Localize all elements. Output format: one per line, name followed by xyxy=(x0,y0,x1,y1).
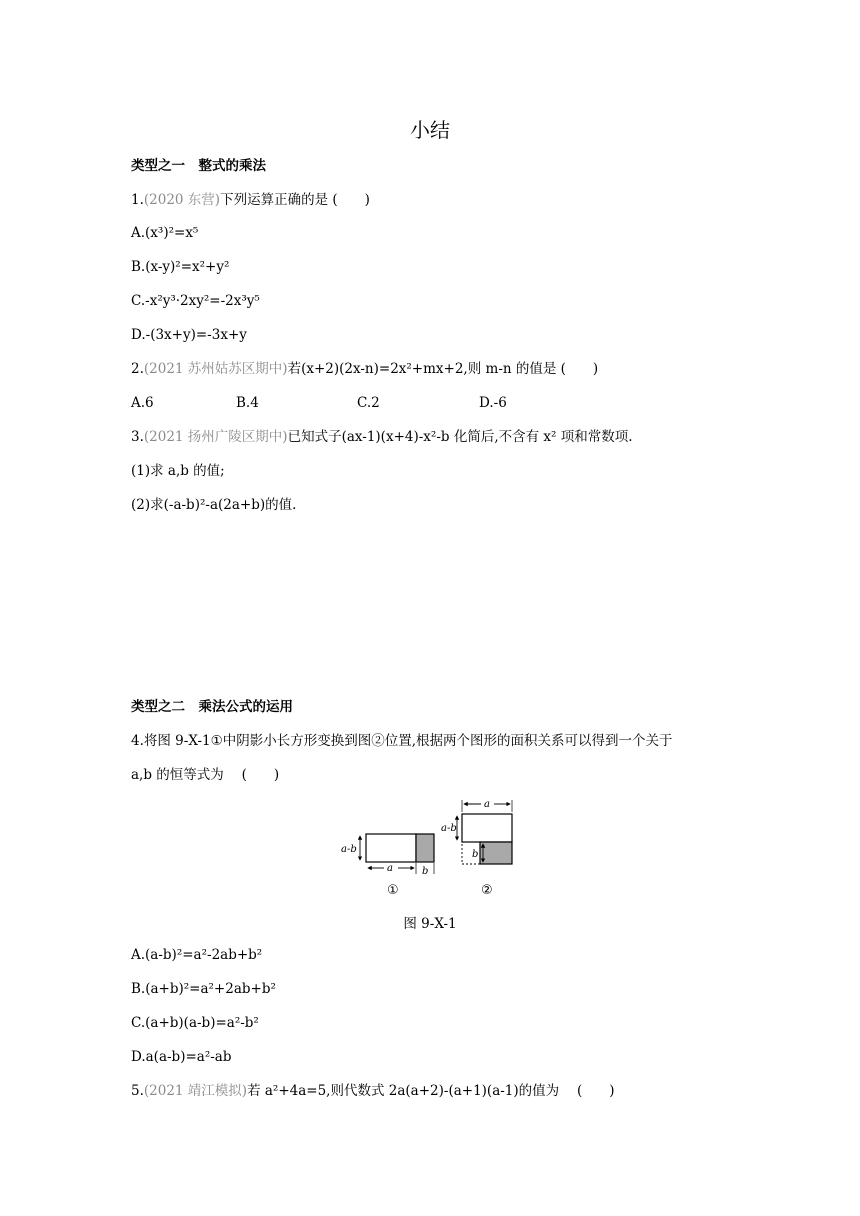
question-source: (2021 靖江模拟) xyxy=(143,1083,248,1099)
question-5 xyxy=(131,1081,615,1101)
question-stem: 已知式子(ax-1)(x+4)-x²-b 化简后,不含有 x² 项和常数项. xyxy=(287,429,633,445)
q4-option-d: D.a(a-b)=a²-ab xyxy=(131,1049,232,1065)
question-1 xyxy=(131,190,370,210)
fig1-big-rect xyxy=(366,834,416,862)
fig2-shaded-rect xyxy=(480,842,512,864)
q1-option-a: A.(x³)²=x⁵ xyxy=(131,225,199,241)
figure-part-2 xyxy=(441,799,512,898)
question-stem: 若(x+2)(2x-n)=2x²+mx+2,则 m-n 的值是 ( ) xyxy=(287,361,599,377)
q4-stem-line-2: a,b 的恒等式为 ( ) xyxy=(131,767,280,783)
question-number: 2. xyxy=(131,361,144,377)
fig1-shaded-rect xyxy=(416,834,434,862)
fig2-big-rect xyxy=(462,814,512,842)
question-3 xyxy=(131,427,633,447)
question-stem: 下列运算正确的是 ( ) xyxy=(220,192,370,208)
q4-option-b: B.(a+b)²=a²+2ab+b² xyxy=(131,981,276,997)
fig1-label-a: a xyxy=(387,863,393,874)
q4-option-a: A.(a-b)²=a²-2ab+b² xyxy=(131,947,263,963)
question-number: 5. xyxy=(131,1083,144,1099)
q4-stem-line-1: 4.将图 9-X-1①中阴影小长方形变换到图②位置,根据两个图形的面积关系可以得到一个关于 xyxy=(131,733,673,749)
fig1-label-ab: a-b xyxy=(341,844,357,855)
figure-caption: 图 9-X-1 xyxy=(403,916,457,932)
q2-option-a: A.6 xyxy=(131,395,154,411)
question-source: (2020 东营) xyxy=(143,192,221,208)
question-number: 3. xyxy=(131,429,144,445)
fig2-label-b: b xyxy=(472,849,479,860)
fig1-label-b: b xyxy=(422,866,429,877)
q3-part-2: (2)求(-a-b)²-a(2a+b)的值. xyxy=(131,497,297,513)
q3-part-1: (1)求 a,b 的值; xyxy=(131,463,225,479)
question-stem: 若 a²+4a=5,则代数式 2a(a+2)-(a+1)(a-1)的值为 ( ) xyxy=(247,1083,615,1099)
figure-part-1 xyxy=(341,834,434,898)
page-title: 小结 xyxy=(410,118,450,142)
q2-option-c: C.2 xyxy=(357,395,380,411)
q4-option-c: C.(a+b)(a-b)=a²-b² xyxy=(131,1015,259,1031)
fig2-label-ab: a-b xyxy=(441,823,457,834)
section-heading-1: 类型之一 整式的乘法 xyxy=(131,158,266,174)
q1-option-c: C.-x²y³·2xy²=-2x³y⁵ xyxy=(131,293,260,309)
figure-9-x-1 xyxy=(340,796,530,904)
question-2 xyxy=(131,359,598,379)
q1-option-d: D.-(3x+y)=-3x+y xyxy=(131,327,247,343)
question-source: (2021 扬州广陵区期中) xyxy=(143,429,288,445)
question-source: (2021 苏州姑苏区期中) xyxy=(143,361,288,377)
q2-option-d: D.-6 xyxy=(479,395,507,411)
question-number: 1. xyxy=(131,192,144,208)
fig2-number: ② xyxy=(481,883,493,898)
q1-option-b: B.(x-y)²=x²+y² xyxy=(131,259,230,275)
q2-option-b: B.4 xyxy=(236,395,259,411)
fig1-number: ① xyxy=(387,883,399,898)
section-heading-2: 类型之二 乘法公式的运用 xyxy=(131,699,293,715)
fig2-label-a: a xyxy=(484,799,490,810)
